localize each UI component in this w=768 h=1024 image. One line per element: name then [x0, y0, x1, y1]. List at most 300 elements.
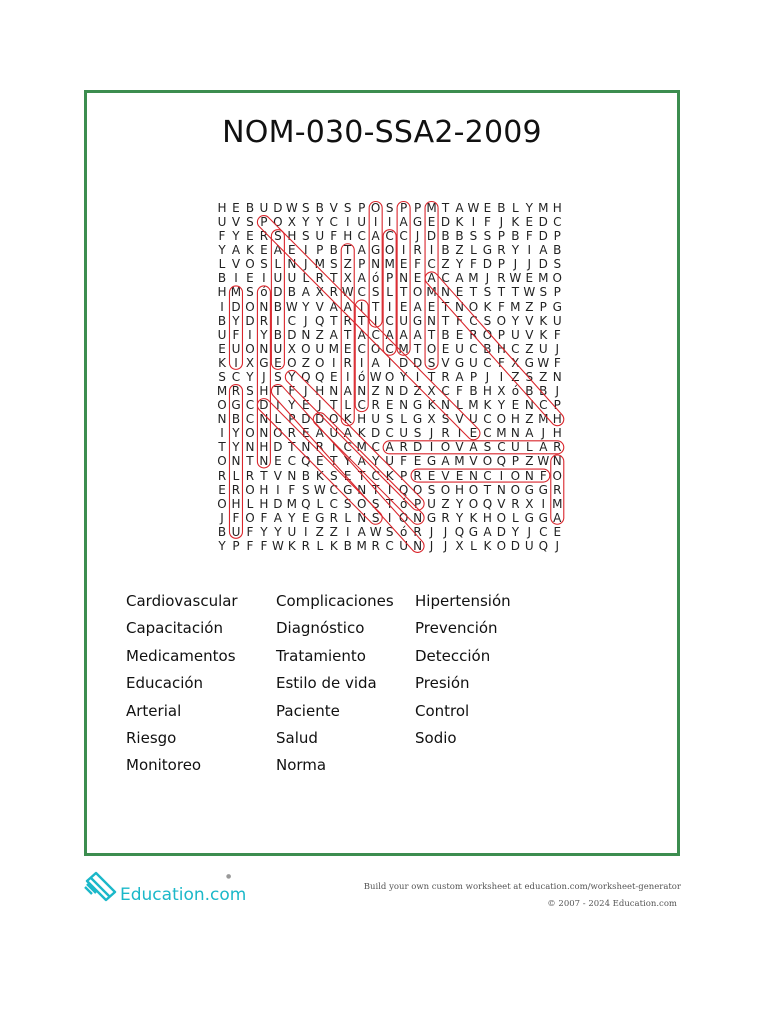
word-bank-item: Medicamentos [126, 646, 236, 665]
grid-letter: G [538, 482, 548, 497]
word-bank-item: Monitoreo [126, 756, 202, 775]
grid-letter: O [245, 299, 255, 314]
grid-letter: S [246, 215, 254, 230]
grid-letter: A [539, 440, 548, 455]
grid-letter: E [413, 271, 422, 286]
grid-letter: R [231, 482, 241, 497]
grid-letter: K [539, 327, 548, 342]
grid-letter: X [525, 496, 534, 511]
grid-letter: I [276, 482, 280, 497]
grid-letter: Y [455, 510, 464, 525]
grid-letter: B [525, 384, 534, 399]
grid-letter: E [218, 482, 226, 497]
grid-letter: O [273, 215, 283, 230]
grid-letter: E [218, 341, 226, 356]
grid-letter: G [231, 398, 241, 413]
grid-letter: H [259, 440, 269, 455]
grid-letter: O [329, 412, 339, 427]
grid-letter: I [541, 496, 546, 511]
grid-letter: S [246, 384, 254, 399]
worksheet-frame [84, 90, 680, 856]
grid-letter: X [497, 384, 506, 399]
grid-letter: H [482, 510, 492, 525]
grid-letter: U [315, 341, 325, 356]
grid-letter: R [413, 468, 422, 483]
grid-letter: R [497, 271, 506, 286]
grid-letter: S [483, 229, 492, 244]
grid-letter: A [413, 299, 422, 314]
grid-letter: Z [511, 369, 520, 384]
grid-letter: M [328, 341, 339, 356]
grid-letter: O [510, 482, 521, 497]
grid-letter: F [260, 510, 268, 525]
grid-letter: O [552, 271, 562, 286]
grid-letter: A [483, 524, 492, 539]
grid-letter: R [343, 355, 352, 370]
grid-letter: F [288, 482, 296, 497]
grid-letter: F [330, 229, 338, 244]
grid-letter: N [496, 482, 506, 497]
grid-letter: F [414, 257, 422, 272]
grid-letter: K [329, 538, 338, 553]
grid-letter: E [525, 271, 534, 286]
grid-letter: U [357, 215, 367, 230]
grid-letter: K [427, 398, 436, 413]
grid-letter: M [496, 426, 507, 441]
grid-letter: L [316, 496, 324, 511]
grid-letter: K [385, 468, 394, 483]
grid-letter: Z [441, 257, 450, 272]
grid-letter: A [525, 426, 534, 441]
grid-letter: H [287, 229, 297, 244]
grid-letter: C [469, 313, 478, 328]
grid-letter: S [329, 257, 338, 272]
grid-letter: M [538, 201, 549, 215]
grid-letter: A [273, 243, 282, 258]
grid-letter: U [469, 355, 478, 370]
grid-letter: M [384, 257, 395, 272]
grid-letter: O [217, 496, 227, 511]
grid-letter: O [426, 341, 437, 356]
grid-letter: T [260, 468, 268, 483]
grid-letter: O [496, 538, 507, 553]
grid-letter: E [483, 201, 492, 215]
grid-letter: Y [274, 524, 282, 539]
grid-letter: N [259, 412, 269, 427]
grid-letter: D [426, 229, 437, 244]
grid-letter: Y [260, 327, 268, 342]
word-bank-item: Control [415, 701, 470, 720]
grid-letter: F [232, 510, 240, 525]
grid-letter: T [371, 482, 380, 497]
grid-letter: K [469, 510, 478, 525]
grid-letter: Y [302, 215, 310, 230]
grid-letter: Q [482, 496, 493, 511]
grid-letter: O [496, 412, 507, 427]
grid-letter: C [483, 412, 492, 427]
grid-letter: P [232, 538, 240, 553]
grid-letter: N [510, 426, 520, 441]
grid-letter: D [287, 327, 297, 342]
grid-letter: O [245, 341, 255, 356]
grid-letter: T [274, 384, 282, 399]
grid-letter: S [260, 257, 268, 272]
grid-letter: C [427, 257, 436, 272]
grid-letter: M [356, 538, 367, 553]
grid-letter: S [483, 440, 492, 455]
grid-letter: K [455, 215, 464, 230]
grid-letter: Y [511, 243, 520, 258]
grid-letter: N [413, 510, 423, 525]
grid-letter: X [245, 355, 255, 370]
grid-letter: C [469, 341, 478, 356]
grid-letter: B [245, 201, 255, 215]
grid-letter: A [357, 243, 366, 258]
grid-letter: Y [288, 398, 296, 413]
grid-letter: U [273, 341, 283, 356]
grid-letter: H [510, 412, 520, 427]
grid-letter: V [455, 412, 464, 427]
grid-letter: O [468, 299, 479, 314]
grid-letter: H [496, 341, 506, 356]
grid-letter: V [231, 257, 241, 272]
grid-letter: J [527, 257, 532, 272]
grid-letter: I [373, 215, 378, 230]
grid-letter: G [454, 355, 465, 370]
grid-letter: U [259, 201, 269, 215]
grid-letter: C [385, 538, 394, 553]
grid-letter: S [539, 285, 548, 300]
grid-letter: A [357, 454, 366, 469]
grid-letter: B [441, 243, 450, 258]
grid-letter: E [427, 299, 436, 314]
grid-letter: F [246, 538, 254, 553]
grid-letter: E [343, 341, 352, 356]
grid-letter: B [455, 229, 464, 244]
grid-letter: O [315, 355, 325, 370]
grid-letter: S [441, 412, 450, 427]
grid-letter: G [343, 482, 353, 497]
grid-letter: C [357, 398, 366, 413]
grid-letter: Z [413, 384, 422, 399]
grid-letter: P [413, 496, 422, 511]
grid-letter: S [525, 369, 534, 384]
grid-letter: F [553, 327, 561, 342]
grid-letter: H [482, 384, 492, 399]
grid-letter: M [286, 496, 298, 511]
grid-letter: D [538, 229, 548, 244]
grid-letter: U [455, 341, 464, 356]
grid-letter: C [539, 524, 548, 539]
grid-letter: Y [344, 454, 352, 469]
grid-letter: S [218, 369, 226, 384]
grid-letter: B [273, 327, 282, 342]
grid-letter: E [455, 285, 464, 300]
grid-letter: D [273, 201, 283, 215]
grid-letter: Y [218, 538, 226, 553]
grid-letter: E [302, 510, 310, 525]
grid-letter: E [232, 201, 240, 215]
grid-letter: A [385, 440, 394, 455]
grid-letter: K [539, 313, 548, 328]
grid-letter: P [358, 257, 366, 272]
grid-letter: Z [371, 384, 380, 399]
grid-letter: J [555, 341, 560, 356]
grid-letter: P [553, 398, 561, 413]
grid-letter: I [499, 468, 504, 483]
grid-letter: J [485, 369, 490, 384]
word-bank-item: Prevención [415, 619, 498, 638]
grid-letter: A [273, 510, 282, 525]
grid-letter: Y [371, 454, 380, 469]
grid-letter: O [370, 201, 381, 215]
grid-letter: G [259, 355, 269, 370]
grid-letter: E [399, 299, 408, 314]
grid-letter: C [343, 440, 352, 455]
grid-letter: I [276, 398, 280, 413]
grid-letter: J [304, 384, 308, 399]
grid-letter: C [245, 398, 255, 413]
grid-letter: Y [218, 243, 226, 258]
grid-letter: E [455, 327, 464, 342]
grid-letter: I [304, 524, 308, 539]
grid-letter: O [384, 243, 395, 258]
grid-letter: A [315, 426, 324, 441]
grid-letter: D [398, 355, 409, 370]
grid-letter: P [469, 369, 478, 384]
grid-letter: W [537, 454, 550, 469]
grid-letter: V [455, 440, 464, 455]
grid-letter: H [259, 384, 269, 399]
grid-letter: J [555, 384, 560, 399]
grid-letter: K [315, 468, 324, 483]
grid-letter: A [539, 243, 548, 258]
grid-letter: W [467, 201, 480, 215]
grid-letter: N [454, 299, 464, 314]
grid-letter: S [385, 201, 394, 215]
grid-letter: R [511, 496, 520, 511]
grid-letter: V [231, 215, 241, 230]
grid-letter: W [369, 524, 382, 539]
grid-letter: B [301, 468, 310, 483]
grid-letter: C [483, 468, 492, 483]
grid-letter: Y [288, 369, 296, 384]
grid-letter: R [245, 468, 255, 483]
grid-letter: N [385, 384, 395, 399]
grid-letter: F [260, 538, 268, 553]
grid-letter: H [315, 384, 325, 399]
grid-letter: Q [301, 454, 311, 469]
grid-letter: F [400, 454, 408, 469]
grid-letter: B [329, 243, 338, 258]
grid-letter: X [315, 285, 324, 300]
grid-letter: B [539, 384, 548, 399]
grid-letter: E [274, 454, 282, 469]
grid-letter: T [371, 299, 380, 314]
grid-letter: G [538, 510, 548, 525]
grid-letter: I [527, 243, 532, 258]
grid-letter: S [302, 229, 310, 244]
grid-letter: O [398, 510, 409, 525]
grid-letter: U [510, 327, 520, 342]
grid-letter: M [314, 257, 325, 272]
grid-letter: C [483, 355, 492, 370]
grid-letter: K [246, 243, 254, 258]
grid-letter: U [510, 440, 520, 455]
grid-letter: O [482, 327, 493, 342]
grid-letter: D [482, 257, 493, 272]
grid-letter: T [344, 243, 352, 258]
grid-letter: S [427, 355, 436, 370]
grid-letter: K [483, 538, 492, 553]
grid-letter: P [539, 299, 547, 314]
decorative-dot: ● [226, 873, 232, 880]
grid-letter: C [231, 369, 241, 384]
grid-letter: I [457, 426, 462, 441]
grid-letter: T [344, 327, 352, 342]
grid-letter: A [441, 454, 450, 469]
grid-letter: G [468, 524, 479, 539]
grid-letter: M [538, 271, 549, 286]
grid-letter: ó [260, 285, 268, 300]
grid-letter: A [413, 327, 422, 342]
grid-letter: V [315, 299, 324, 314]
grid-letter: C [287, 313, 297, 328]
grid-letter: V [273, 468, 282, 483]
grid-letter: H [552, 426, 562, 441]
grid-letter: G [412, 412, 423, 427]
grid-letter: ó [371, 271, 380, 286]
grid-letter: I [331, 440, 336, 455]
grid-letter: Q [301, 496, 311, 511]
grid-letter: X [511, 355, 520, 370]
grid-letter: P [553, 229, 561, 244]
word-bank-item: Paciente [276, 701, 340, 720]
grid-letter: S [343, 496, 352, 511]
word-bank-item: Arterial [126, 701, 182, 720]
grid-letter: E [343, 468, 352, 483]
grid-letter: N [329, 384, 339, 399]
grid-letter: O [496, 313, 507, 328]
grid-letter: L [232, 468, 240, 483]
grid-letter: J [555, 538, 560, 553]
grid-letter: T [330, 454, 338, 469]
grid-letter: S [343, 201, 352, 215]
grid-letter: R [553, 482, 562, 497]
grid-letter: L [456, 398, 463, 413]
grid-letter: U [538, 341, 548, 356]
grid-letter: B [217, 271, 227, 286]
grid-letter: D [259, 398, 269, 413]
grid-letter: N [427, 313, 437, 328]
grid-letter: C [371, 468, 380, 483]
grid-letter: E [469, 426, 478, 441]
grid-letter: H [552, 412, 562, 427]
grid-letter: L [218, 257, 226, 272]
grid-letter: C [371, 327, 380, 342]
grid-letter: Z [525, 299, 534, 314]
grid-letter: I [234, 355, 238, 370]
grid-letter: U [231, 341, 241, 356]
worksheet-title: NOM-030-SSA2-2009 [222, 115, 542, 150]
grid-letter: W [523, 285, 536, 300]
footer-copyright: © 2007 - 2024 Education.com [547, 899, 677, 909]
grid-letter: Y [511, 313, 520, 328]
grid-letter: K [357, 426, 366, 441]
grid-letter: O [384, 369, 395, 384]
grid-letter: T [427, 327, 436, 342]
grid-letter: Y [246, 369, 254, 384]
grid-letter: R [497, 243, 506, 258]
grid-letter: B [231, 412, 241, 427]
grid-letter: Y [232, 440, 240, 455]
grid-letter: N [287, 257, 297, 272]
footer-promo-text: Build your own custom worksheet at education.com/worksheet-generator [363, 882, 681, 892]
grid-letter: K [511, 215, 520, 230]
grid-letter: E [315, 454, 324, 469]
grid-letter: S [371, 285, 380, 300]
grid-letter: A [329, 327, 338, 342]
grid-letter: Z [525, 412, 534, 427]
grid-letter: A [399, 327, 408, 342]
grid-letter: N [259, 341, 269, 356]
word-bank-item: Diagnóstico [276, 619, 365, 638]
grid-letter: L [470, 243, 477, 258]
grid-letter: E [302, 398, 310, 413]
grid-letter: E [413, 454, 422, 469]
grid-letter: F [456, 313, 463, 328]
grid-letter: K [218, 355, 226, 370]
grid-letter: R [315, 271, 324, 286]
grid-letter: J [541, 426, 546, 441]
grid-letter: R [371, 538, 380, 553]
education-logo[interactable] [82, 870, 247, 910]
grid-letter: E [288, 243, 296, 258]
grid-letter: I [471, 215, 476, 230]
grid-letter: U [287, 524, 297, 539]
word-bank-item: Presión [415, 674, 470, 693]
grid-letter: I [415, 369, 420, 384]
grid-letter: D [412, 440, 423, 455]
grid-letter: R [413, 243, 422, 258]
word-bank-item: Norma [276, 756, 327, 775]
grid-letter: N [552, 454, 562, 469]
grid-letter: H [343, 229, 353, 244]
grid-letter: J [262, 369, 266, 384]
grid-letter: O [496, 510, 507, 525]
grid-letter: I [387, 482, 392, 497]
grid-letter: N [357, 384, 367, 399]
grid-letter: O [412, 482, 423, 497]
grid-letter: L [512, 201, 519, 215]
grid-letter: O [552, 468, 562, 483]
grid-letter: T [330, 398, 338, 413]
grid-letter: I [499, 369, 504, 384]
grid-letter: M [538, 412, 549, 427]
word-bank-item: Educación [126, 674, 204, 693]
grid-letter: O [245, 257, 255, 272]
grid-letter: B [315, 201, 324, 215]
grid-letter: C [385, 426, 394, 441]
grid-letter: E [385, 398, 394, 413]
grid-letter: O [287, 355, 297, 370]
grid-letter: J [415, 229, 420, 244]
grid-letter: I [401, 243, 406, 258]
grid-letter: R [413, 524, 422, 539]
grid-letter: C [511, 341, 520, 356]
grid-letter: F [288, 384, 296, 399]
grid-letter: C [483, 426, 492, 441]
